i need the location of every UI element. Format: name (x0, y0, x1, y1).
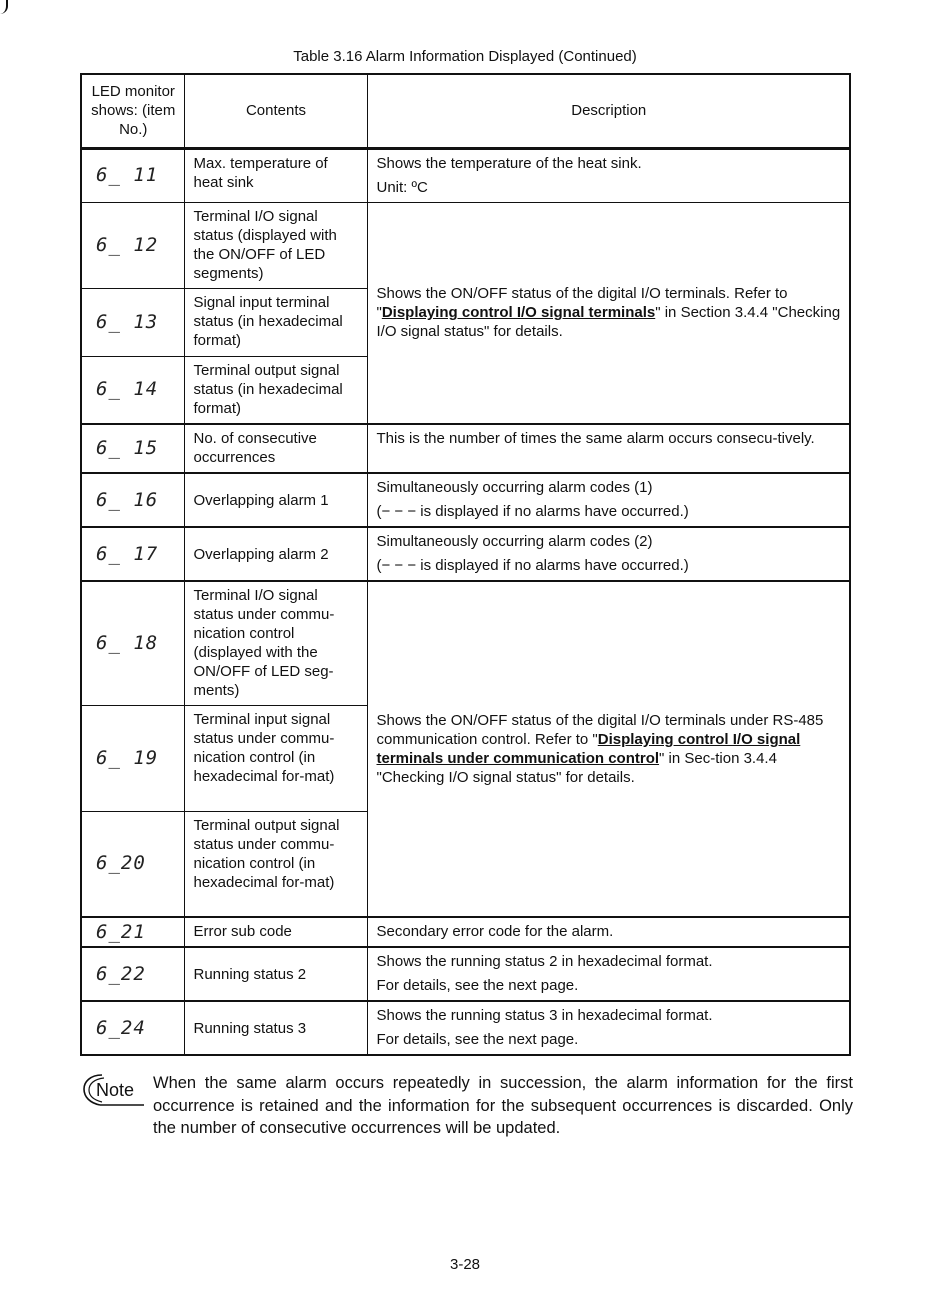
alarm-info-table (80, 73, 851, 1056)
description-cell (367, 947, 850, 1001)
description-cell (367, 917, 850, 947)
led-code: 6_ 19 (81, 705, 184, 811)
table-row (81, 581, 850, 705)
description-cell (367, 473, 850, 527)
description-line: Secondary error code for the alarm. (376, 923, 614, 940)
contents-cell: No. of consecutive occurrences (184, 424, 367, 473)
led-code: 6_ 16 (81, 473, 184, 527)
description-line: This is the number of times the same alarm occurs consecu-tively. (376, 430, 815, 447)
led-code: 6_24 (81, 1001, 184, 1055)
description-line: For details, see the next page. (376, 1031, 579, 1048)
description-line: Simultaneously occurring alarm codes (1) (376, 479, 653, 496)
page-edge-mark (0, 0, 8, 14)
table-row (81, 947, 850, 1001)
contents-cell: Error sub code (184, 917, 367, 947)
description-text: Shows the ON/OFF status of the digital I/O terminals. Refer to " (376, 285, 788, 322)
description-line: (− − − is displayed if no alarms have occurred.) (376, 503, 689, 520)
led-code: 6_ 18 (81, 581, 184, 705)
description-line: Shows the running status 2 in hexadecimal format. (376, 953, 713, 970)
contents-cell: Terminal output signal status under commu-nication control (in hexadecimal for-mat) (184, 811, 367, 917)
led-code: 6_ 17 (81, 527, 184, 581)
page-number: 3-28 (449, 1256, 481, 1273)
note-icon (82, 1072, 146, 1108)
description-line: Shows the running status 3 in hexadecimal format. (376, 1007, 713, 1024)
description-cell-io-group (367, 202, 850, 424)
led-code: 6_20 (81, 811, 184, 917)
table-caption: Table 3.16 Alarm Information Displayed (Continued) (293, 48, 637, 65)
led-code: 6_ 12 (81, 202, 184, 288)
cross-reference-link[interactable]: Displaying control I/O signal terminals under communication control (376, 731, 801, 767)
description-text: " in Sec-tion 3.4.4 "Checking I/O signal status" for details. (376, 750, 777, 786)
contents-cell: Max. temperature of heat sink (184, 148, 367, 202)
led-code: 6_21 (81, 917, 184, 947)
contents-cell: Overlapping alarm 1 (184, 473, 367, 527)
description-cell (367, 527, 850, 581)
led-code: 6_ 11 (81, 148, 184, 202)
description-text: " in Section 3.4.4 "Checking I/O signal status" for details. (376, 304, 841, 341)
contents-cell: Terminal output signal status (in hexadecimal format) (184, 356, 367, 424)
table-row (81, 1001, 850, 1055)
contents-cell: Running status 3 (184, 1001, 367, 1055)
description-line: For details, see the next page. (376, 977, 579, 994)
header-contents: Contents (184, 74, 367, 148)
contents-cell: Overlapping alarm 2 (184, 527, 367, 581)
header-description: Description (367, 74, 850, 148)
contents-cell: Terminal I/O signal status under commu-nication control (displayed with the ON/OFF of LED seg-ments) (184, 581, 367, 705)
table-row (81, 148, 850, 202)
description-line: (− − − is displayed if no alarms have occurred.) (376, 557, 689, 574)
description-line: Shows the temperature of the heat sink. (376, 154, 642, 172)
cross-reference-link[interactable]: Displaying control I/O signal terminals (381, 304, 656, 322)
description-line: Simultaneously occurring alarm codes (2) (376, 533, 653, 550)
contents-cell: Running status 2 (184, 947, 367, 1001)
description-cell (367, 148, 850, 202)
table-row (81, 424, 850, 473)
table-row (81, 527, 850, 581)
description-line: Unit: ºC (376, 178, 428, 196)
contents-cell: Terminal I/O signal status (displayed with the ON/OFF of LED segments) (184, 202, 367, 288)
table-row (81, 917, 850, 947)
table-row (81, 473, 850, 527)
header-led-monitor: LED monitor shows: (item No.) (81, 74, 184, 148)
description-cell-comm-group (367, 581, 850, 917)
note-icon-label: Note (96, 1080, 135, 1100)
description-cell (367, 424, 850, 473)
led-code: 6_ 15 (81, 424, 184, 473)
note-text: When the same alarm occurs repeatedly in succession, the alarm information for the first occurrence is retained and the information for the subsequent occurrences is discarded. Only the number of consecutive occurrences will be updated. (153, 1074, 853, 1137)
led-code: 6_ 13 (81, 288, 184, 356)
description-cell (367, 1001, 850, 1055)
description-text: Shows the ON/OFF status of the digital I/O terminals under RS-485 communication control. Refer to " (376, 712, 824, 748)
contents-cell: Signal input terminal status (in hexadecimal format) (184, 288, 367, 356)
contents-cell: Terminal input signal status under commu-nication control (in hexadecimal for-mat) (184, 705, 367, 811)
table-row (81, 202, 850, 288)
led-code: 6_22 (81, 947, 184, 1001)
led-code: 6_ 14 (81, 356, 184, 424)
